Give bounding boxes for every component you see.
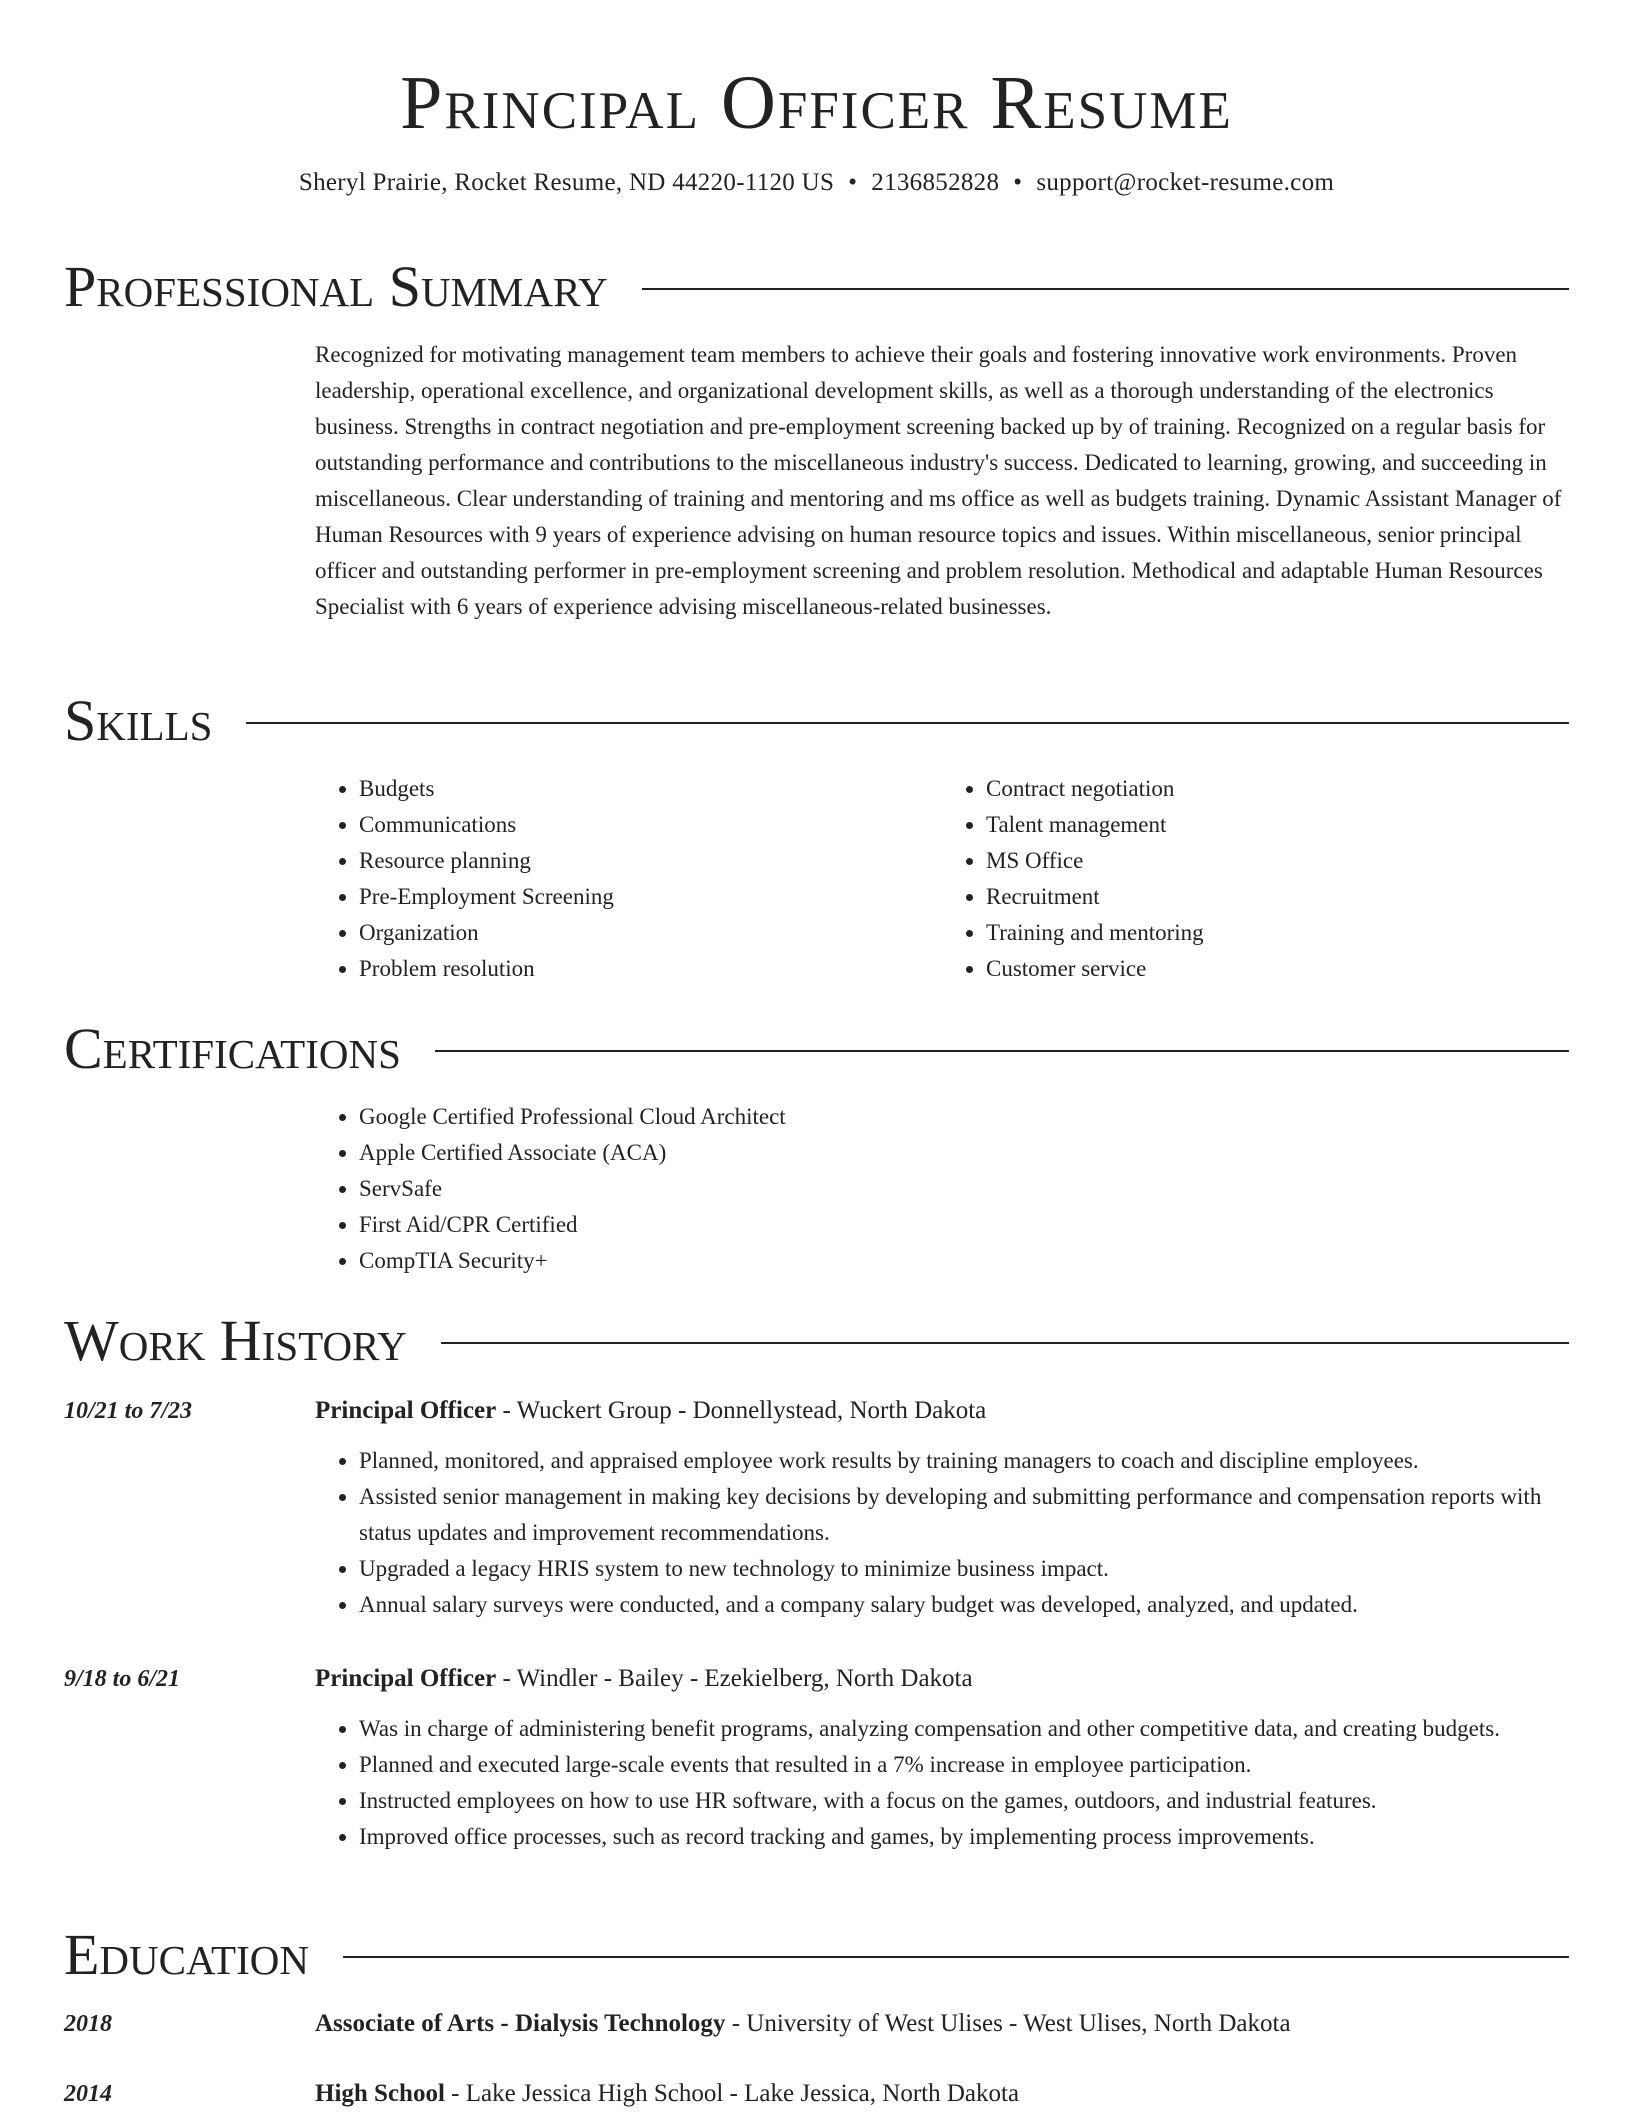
section-divider [642, 288, 1569, 290]
certification-item: • Google Certified Professional Cloud Architect [359, 1099, 1569, 1135]
section-divider [441, 1342, 1569, 1344]
education-header [315, 2076, 1569, 2112]
duty-item: • Planned, monitored, and appraised employee work results by training managers to coach and discipline employees. [359, 1443, 1569, 1479]
section-divider [246, 722, 1569, 724]
contact-phone: 2136852828 [871, 169, 1000, 196]
skills-section-header [64, 688, 1569, 753]
education-year: 2014 [64, 2081, 112, 2107]
job-title: Principal Officer [315, 1665, 497, 1692]
duty-item: • Planned and executed large-scale events that resulted in a 7% increase in employee participation. [359, 1747, 1569, 1783]
skill-item: • Talent management [986, 807, 1569, 843]
section-divider [435, 1050, 1569, 1052]
skills-heading: Skills [64, 688, 213, 753]
contact-email: support@rocket-resume.com [1036, 169, 1335, 196]
skill-item: • Customer service [986, 951, 1569, 987]
job-employer: - Wuckert Group - Donnellystead, North Dakota [496, 1397, 987, 1424]
certification-item: • First Aid/CPR Certified [359, 1207, 1569, 1243]
education-header [315, 2006, 1569, 2042]
certification-item: • ServSafe [359, 1171, 1569, 1207]
resume-title: Principal Officer Resume [400, 61, 1233, 145]
duties-list [315, 1711, 1569, 1855]
education-degree: Associate of Arts - Dialysis Technology [315, 2010, 726, 2037]
skills-list-left [315, 771, 942, 987]
work-history-heading: Work History [64, 1308, 407, 1373]
job-duties [315, 1711, 1569, 1855]
education-institution: - University of West Ulises - West Ulises, North Dakota [725, 2010, 1291, 2037]
contact-address: Sheryl Prairie, Rocket Resume, ND 44220-1120 US [298, 169, 835, 196]
summary-body [315, 337, 1569, 625]
summary-heading: Professional Summary [64, 254, 608, 319]
skill-item: • Organization [359, 915, 942, 951]
certifications-list [315, 1099, 1569, 1279]
section-divider [343, 1956, 1569, 1958]
job-header [315, 1393, 1569, 1429]
job-dates: 10/21 to 7/23 [64, 1398, 193, 1424]
education-year: 2018 [64, 2011, 112, 2037]
work-history-section-header [64, 1308, 1569, 1373]
duty-item: • Instructed employees on how to use HR software, with a focus on the games, outdoors, and industrial features. [359, 1783, 1569, 1819]
duty-item: • Assisted senior management in making key decisions by developing and submitting performance and compensation reports with status updates and improvement recommendations. [359, 1479, 1569, 1551]
certifications-heading: Certifications [64, 1016, 401, 1081]
certifications-body [315, 1099, 1569, 1279]
skill-item: • Contract negotiation [986, 771, 1569, 807]
job-duties [315, 1443, 1569, 1623]
skill-item: • Budgets [359, 771, 942, 807]
job-dates: 9/18 to 6/21 [64, 1666, 181, 1692]
duty-item: • Was in charge of administering benefit programs, analyzing compensation and other competitive data, and creating budgets. [359, 1711, 1569, 1747]
summary-section-header [64, 254, 1569, 319]
education-heading: Education [64, 1922, 309, 1987]
skill-item: • MS Office [986, 843, 1569, 879]
duties-list [315, 1443, 1569, 1623]
education-degree: High School [315, 2080, 445, 2107]
contact-separator: • [848, 169, 858, 196]
skills-list-right [942, 771, 1569, 987]
contact-line [64, 168, 1569, 198]
skill-item: • Training and mentoring [986, 915, 1569, 951]
education-institution: - Lake Jessica High School - Lake Jessica, North Dakota [444, 2080, 1020, 2107]
duty-item: • Improved office processes, such as record tracking and games, by implementing process improvements. [359, 1819, 1569, 1855]
duty-item: • Upgraded a legacy HRIS system to new technology to minimize business impact. [359, 1551, 1569, 1587]
summary-text: Recognized for motivating management team members to achieve their goals and fostering innovative work environments. Proven leadership, operational excellence, and organizational development skills, as well as a thorough understanding of the electronics business. Strengths in contract negotiation and pre-employment screening backed up by of training. Recognized on a regular basis for outstanding performance and contributions to the miscellaneous industry's success. Dedicated to learning, growing, and succeeding in miscellaneous. Clear understanding of training and mentoring and ms office as well as budgets training. Dynamic Assistant Manager of Human Resources with 9 years of experience advising on human resource topics and issues. Within miscellaneous, senior principal officer and outstanding performer in pre-employment screening and problem resolution. Methodical and adaptable Human Resources Specialist with 6 years of experience advising miscellaneous-related businesses. [315, 342, 1562, 619]
skill-item: • Pre-Employment Screening [359, 879, 942, 915]
skill-item: • Recruitment [986, 879, 1569, 915]
certifications-section-header [64, 1016, 1569, 1081]
job-title: Principal Officer [315, 1397, 497, 1424]
skills-grid [315, 771, 1569, 987]
job-header [315, 1661, 1569, 1697]
skill-item: • Problem resolution [359, 951, 942, 987]
contact-separator: • [1013, 169, 1023, 196]
job-employer: - Windler - Bailey - Ezekielberg, North Dakota [496, 1665, 973, 1692]
skill-item: • Communications [359, 807, 942, 843]
education-section-header [64, 1922, 1569, 1987]
skill-item: • Resource planning [359, 843, 942, 879]
certification-item: • Apple Certified Associate (ACA) [359, 1135, 1569, 1171]
duty-item: • Annual salary surveys were conducted, and a company salary budget was developed, analyzed, and updated. [359, 1587, 1569, 1623]
resume-page [64, 0, 1569, 2107]
certification-item: • CompTIA Security+ [359, 1243, 1569, 1279]
